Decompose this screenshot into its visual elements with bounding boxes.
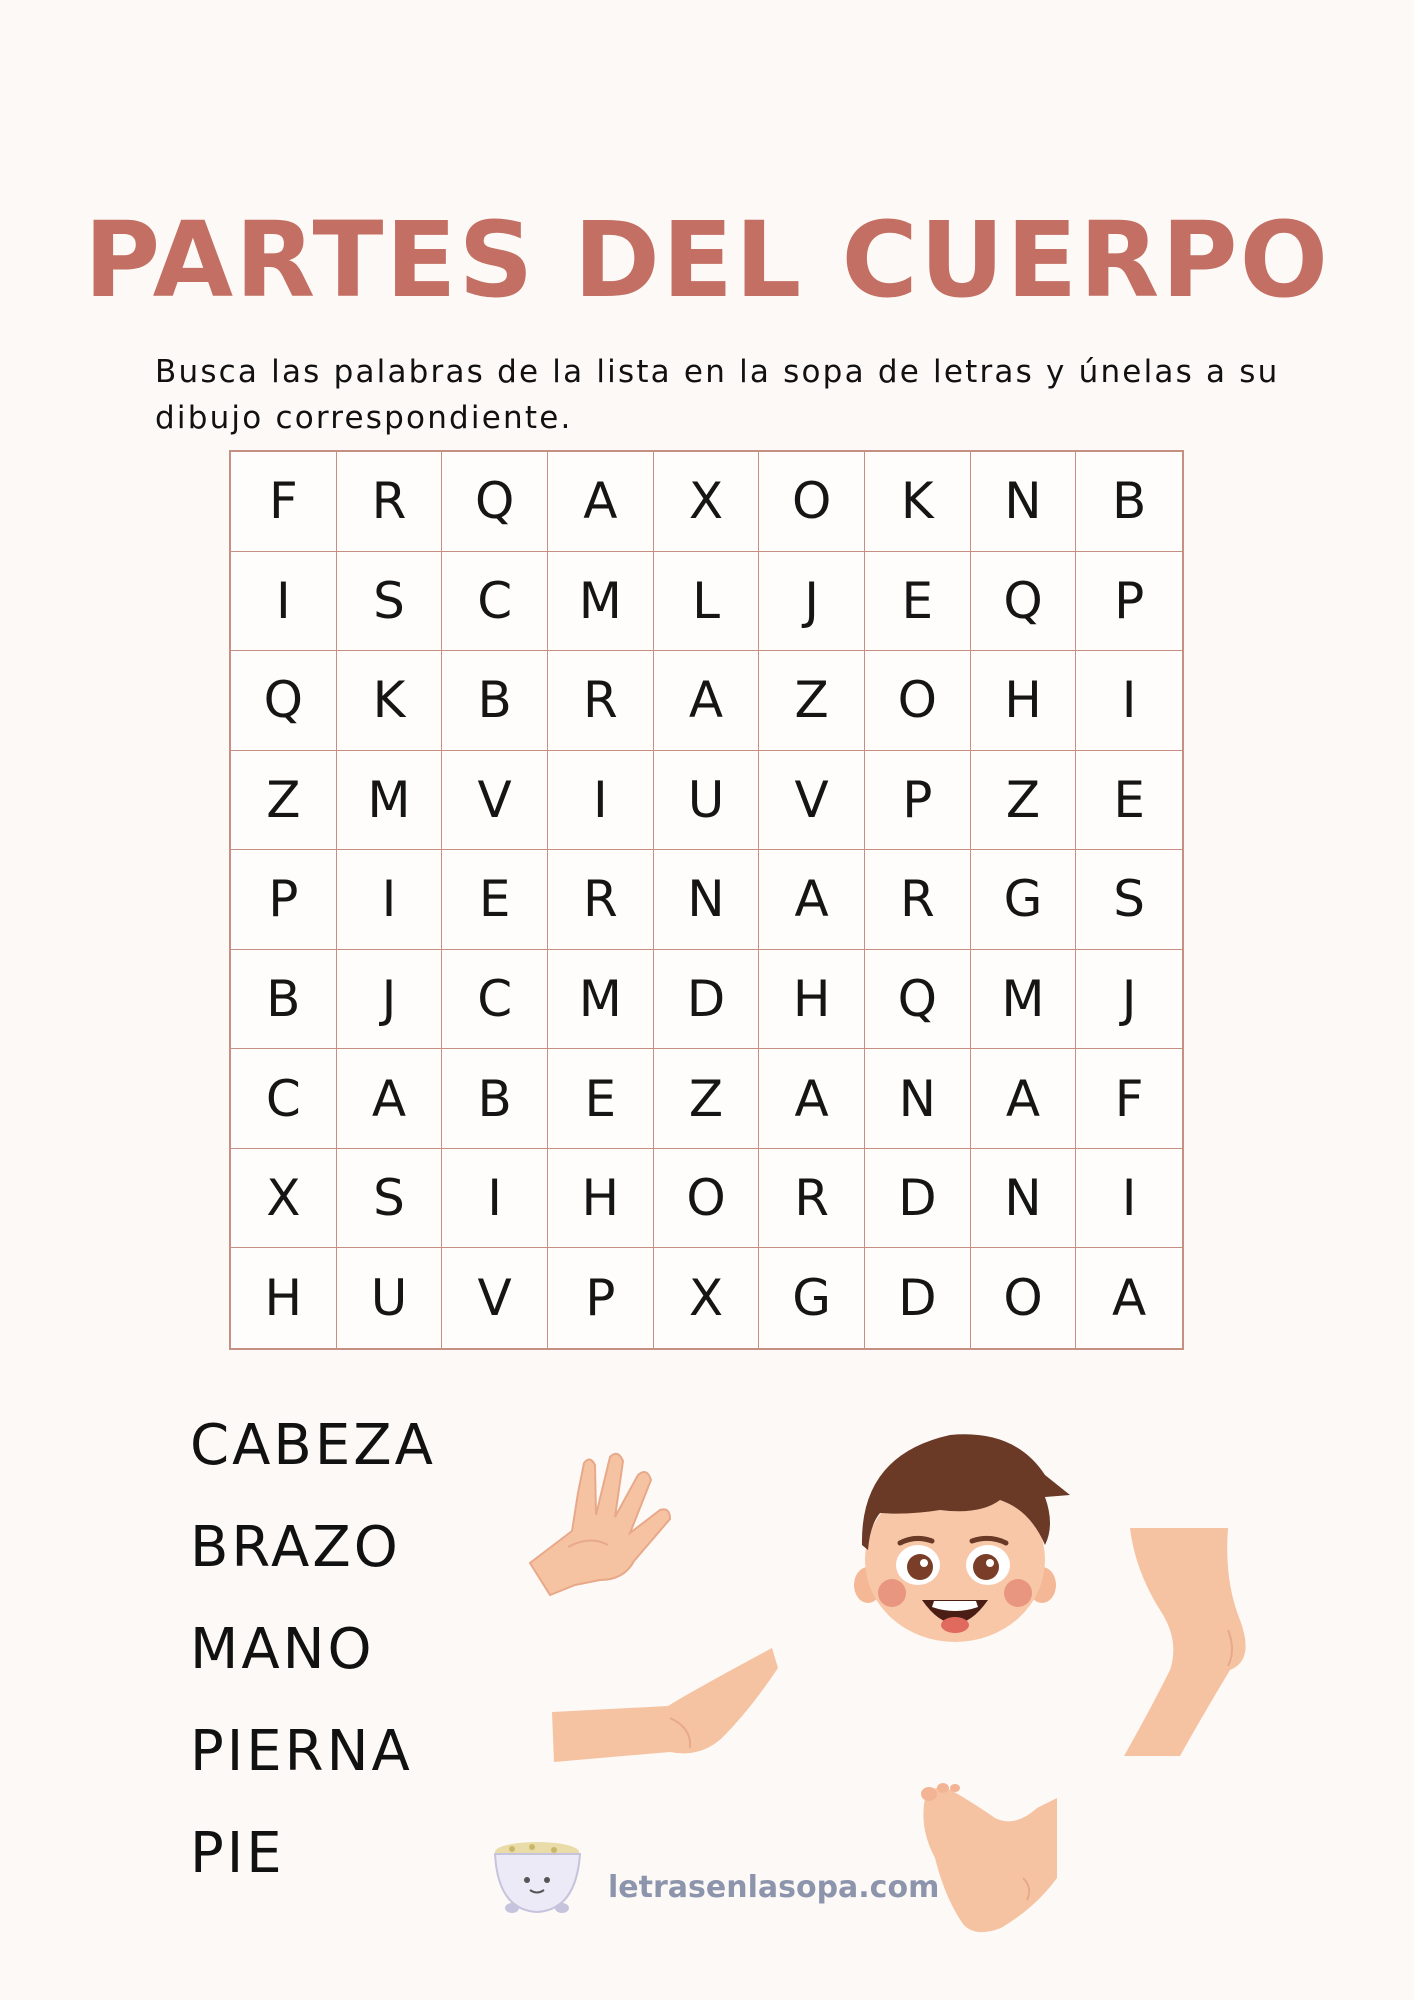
- grid-cell[interactable]: F: [1076, 1049, 1182, 1149]
- word-search-grid[interactable]: [229, 450, 1184, 1350]
- grid-cell[interactable]: I: [442, 1149, 548, 1249]
- grid-cell[interactable]: M: [971, 950, 1077, 1050]
- grid-cell[interactable]: A: [759, 1049, 865, 1149]
- grid-cell[interactable]: V: [442, 1248, 548, 1348]
- grid-cell[interactable]: Q: [865, 950, 971, 1050]
- grid-cell[interactable]: E: [442, 850, 548, 950]
- grid-cell[interactable]: N: [971, 1149, 1077, 1249]
- grid-cell[interactable]: I: [548, 751, 654, 851]
- word-list: [190, 1415, 436, 1925]
- grid-cell[interactable]: H: [971, 651, 1077, 751]
- grid-cell[interactable]: M: [337, 751, 443, 851]
- grid-cell[interactable]: A: [759, 850, 865, 950]
- boy-face-icon: [840, 1415, 1070, 1645]
- grid-cell[interactable]: O: [971, 1248, 1077, 1348]
- grid-cell[interactable]: A: [654, 651, 760, 751]
- grid-cell[interactable]: A: [1112, 1269, 1147, 1328]
- grid-cell[interactable]: S: [1076, 850, 1182, 950]
- grid-cell[interactable]: Z: [759, 651, 865, 751]
- grid-cell[interactable]: B: [442, 1049, 548, 1149]
- grid-cell[interactable]: X: [231, 1149, 337, 1249]
- grid-cell[interactable]: Z: [231, 751, 337, 851]
- page-title: PARTES DEL CUERPO: [83, 198, 1331, 321]
- grid-cell[interactable]: U: [654, 751, 760, 851]
- grid-cell[interactable]: M: [548, 950, 654, 1050]
- grid-cell[interactable]: Q: [971, 552, 1077, 652]
- grid-cell[interactable]: L: [654, 552, 760, 652]
- grid-cell[interactable]: Z: [654, 1049, 760, 1149]
- arm-icon: [550, 1640, 780, 1770]
- foot-icon: [915, 1778, 1065, 1938]
- soup-bowl-icon: [490, 1838, 585, 1918]
- grid-cell[interactable]: H: [759, 950, 865, 1050]
- grid-cell[interactable]: J: [1076, 950, 1182, 1050]
- grid-cell[interactable]: I: [337, 850, 443, 950]
- grid-cell[interactable]: O: [759, 452, 865, 552]
- word-list-item: BRAZO: [190, 1515, 401, 1580]
- grid-cell[interactable]: B: [1076, 452, 1182, 552]
- grid-cell[interactable]: P: [1076, 552, 1182, 652]
- grid-cell[interactable]: Q: [231, 651, 337, 751]
- grid-cell[interactable]: E: [548, 1049, 654, 1149]
- grid-cell[interactable]: N: [865, 1049, 971, 1149]
- grid-cell[interactable]: R: [759, 1149, 865, 1249]
- grid-cell[interactable]: N: [971, 452, 1077, 552]
- grid-cell[interactable]: P: [548, 1248, 654, 1348]
- grid-cell[interactable]: M: [548, 552, 654, 652]
- grid-cell[interactable]: Q: [442, 452, 548, 552]
- grid-cell[interactable]: O: [865, 651, 971, 751]
- word-list-item: PIE: [190, 1821, 285, 1886]
- word-list-item: MANO: [190, 1617, 375, 1682]
- grid-cell[interactable]: H: [548, 1149, 654, 1249]
- word-list-item: CABEZA: [190, 1413, 436, 1478]
- grid-cell[interactable]: O: [654, 1149, 760, 1249]
- grid-cell[interactable]: F: [231, 452, 337, 552]
- grid-cell[interactable]: H: [231, 1248, 337, 1348]
- grid-cell[interactable]: A: [548, 452, 654, 552]
- grid-cell[interactable]: A: [337, 1049, 443, 1149]
- footer-site-link[interactable]: letrasenlasopa.com: [608, 1870, 940, 1905]
- grid-cell[interactable]: P: [231, 850, 337, 950]
- grid-cell[interactable]: E: [865, 552, 971, 652]
- grid-cell[interactable]: V: [759, 751, 865, 851]
- grid-cell[interactable]: D: [865, 1149, 971, 1249]
- grid-cell[interactable]: I: [1076, 651, 1182, 751]
- grid-cell[interactable]: R: [865, 850, 971, 950]
- grid-cell[interactable]: R: [548, 651, 654, 751]
- grid-cell[interactable]: V: [442, 751, 548, 851]
- grid-cell[interactable]: N: [654, 850, 760, 950]
- grid-cell[interactable]: R: [548, 850, 654, 950]
- grid-cell[interactable]: K: [337, 651, 443, 751]
- grid-cell[interactable]: G: [971, 850, 1077, 950]
- grid-cell[interactable]: X: [654, 452, 760, 552]
- grid-cell[interactable]: R: [337, 452, 443, 552]
- grid-cell[interactable]: S: [337, 1149, 443, 1249]
- grid-cell[interactable]: C: [442, 552, 548, 652]
- grid-cell[interactable]: C: [231, 1049, 337, 1149]
- grid-cell[interactable]: I: [231, 552, 337, 652]
- grid-cell[interactable]: J: [759, 552, 865, 652]
- grid-cell[interactable]: D: [654, 950, 760, 1050]
- leg-icon: [1120, 1520, 1270, 1760]
- hand-icon: [520, 1435, 700, 1605]
- grid-cell[interactable]: Z: [971, 751, 1077, 851]
- grid-cell[interactable]: K: [865, 452, 971, 552]
- grid-cell[interactable]: B: [442, 651, 548, 751]
- word-list-item: PIERNA: [190, 1719, 413, 1784]
- grid-cell[interactable]: A: [971, 1049, 1077, 1149]
- grid-cell[interactable]: U: [337, 1248, 443, 1348]
- grid-cell[interactable]: P: [865, 751, 971, 851]
- grid-cell[interactable]: G: [759, 1248, 865, 1348]
- grid-cell[interactable]: D: [865, 1248, 971, 1348]
- grid-cell[interactable]: X: [654, 1248, 760, 1348]
- grid-cell[interactable]: S: [337, 552, 443, 652]
- grid-cell[interactable]: I: [1076, 1149, 1182, 1249]
- instructions-text: Busca las palabras de la lista en la sopa de letras y únelas a su dibujo correspondiente.: [155, 354, 1280, 436]
- grid-cell[interactable]: B: [231, 950, 337, 1050]
- grid-cell[interactable]: J: [337, 950, 443, 1050]
- grid-cell[interactable]: C: [442, 950, 548, 1050]
- grid-cell[interactable]: E: [1076, 751, 1182, 851]
